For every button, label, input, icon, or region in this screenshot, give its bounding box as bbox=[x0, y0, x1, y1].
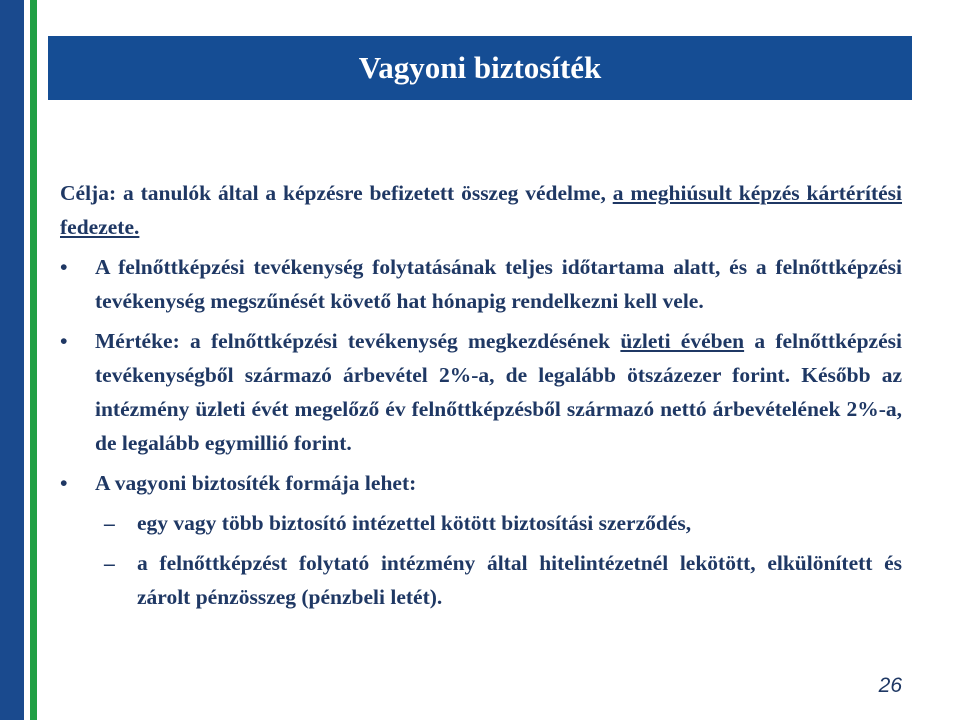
page-number: 26 bbox=[878, 674, 902, 697]
bullet-marker: • bbox=[60, 471, 68, 495]
dash-marker: – bbox=[104, 551, 115, 575]
bullet-text: A felnőttképzési tevékenység folytatásának teljes időtartama alatt, és a felnőttképzési tevékenység megszűnését követő hat hónapig rendelkezni kell vele. bbox=[95, 255, 902, 313]
bullet-marker: • bbox=[60, 329, 68, 353]
bullet-marker: • bbox=[60, 255, 68, 279]
bullet-text-start: Mértéke: a felnőttképzési tevékenység megkezdésének bbox=[95, 329, 621, 353]
bullet-item-amount bbox=[60, 324, 902, 460]
intro-underlined-text: a meghiúsult képzés kártérítési fedezete. bbox=[60, 181, 903, 239]
sub-item-deposit bbox=[60, 546, 902, 614]
title-band bbox=[48, 36, 912, 100]
sub-item-insurance bbox=[60, 506, 902, 540]
intro-text: Célja: a tanulók által a képzésre befizetett összeg védelme, bbox=[60, 181, 613, 205]
sub-item-text: egy vagy több biztosító intézettel kötött biztosítási szerződés, bbox=[137, 511, 692, 535]
slide-title: Vagyoni biztosíték bbox=[358, 50, 602, 85]
left-accent-bar-blue bbox=[0, 0, 24, 720]
bullet-text: A vagyoni biztosíték formája lehet: bbox=[95, 471, 417, 495]
bullet-text-end: a felnőttképzési tevékenységből származó árbevétel 2%-a, de legalább ötszázezer forint. Később az intézmény üzleti évét megelőző év felnőttképzésből származó nettó árbevételének 2%-a, de legalább egymillió forint. bbox=[95, 329, 902, 455]
slide-body bbox=[60, 176, 902, 620]
left-accent-bar-green bbox=[30, 0, 37, 720]
sub-item-text: a felnőttképzést folytató intézmény által hitelintézetnél lekötött, elkülönített és zárolt pénzösszeg (pénzbeli letét). bbox=[137, 551, 902, 609]
bullet-item-forms bbox=[60, 466, 902, 500]
intro-paragraph bbox=[60, 176, 902, 244]
bullet-underlined-text: üzleti évében bbox=[620, 329, 745, 353]
bullet-item-duration bbox=[60, 250, 902, 318]
dash-marker: – bbox=[104, 511, 115, 535]
